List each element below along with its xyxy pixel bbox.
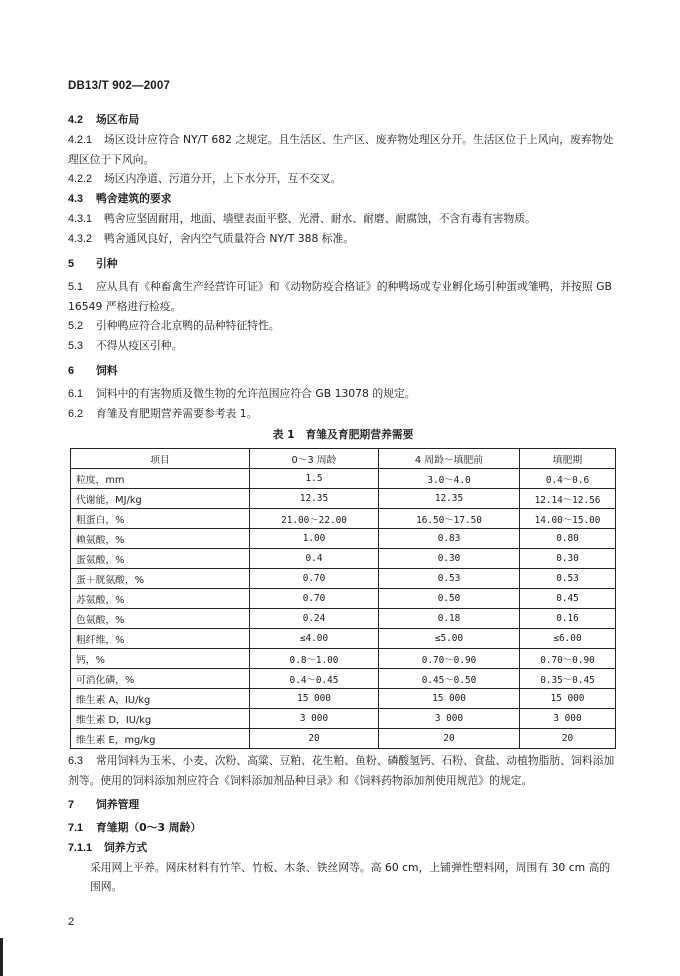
table-cell-value: 15 000 <box>250 689 379 709</box>
clause-paragraph <box>68 229 618 249</box>
table-cell-value: 0.45～0.50 <box>379 669 520 689</box>
table-cell-value: 0.4～0.6 <box>520 469 616 489</box>
table-row <box>71 629 616 649</box>
clause-text: 鸭舍建筑的要求 <box>96 192 172 205</box>
table-row <box>71 569 616 589</box>
clause-number: 5 <box>68 258 75 270</box>
clause-number: 7.1 <box>68 822 84 834</box>
table-cell-item: 苏氨酸，% <box>71 589 250 609</box>
table-row <box>71 509 616 529</box>
table-cell-value: 1.5 <box>250 469 379 489</box>
clause-text: 育雏期（0～3 周龄） <box>96 821 202 834</box>
clause-heading <box>68 838 618 858</box>
table-cell-value: 16.50～17.50 <box>379 509 520 529</box>
header-fattening: 填肥期 <box>520 449 616 469</box>
table-cell-item: 粒度，mm <box>71 469 250 489</box>
clause-number: 5.2 <box>68 320 84 332</box>
section-heading <box>68 361 618 381</box>
clause-paragraph <box>68 130 618 169</box>
table-cell-value: 0.53 <box>379 569 520 589</box>
clause-paragraph <box>68 751 618 790</box>
table-row <box>71 549 616 569</box>
clause-number: 7 <box>68 799 75 811</box>
clause-paragraph <box>68 384 618 404</box>
page-number: 2 <box>68 916 75 928</box>
clause-text: 应从具有《种畜禽生产经营许可证》和《动物防疫合格证》的种鸭场或专业孵化场引种蛋或雏鸭，并按照 GB 16549 严格进行检疫。 <box>68 280 612 313</box>
page-content <box>68 110 618 896</box>
clause-number: 6.3 <box>68 755 84 767</box>
table-cell-value: 0.45 <box>520 589 616 609</box>
clause-number: 4.2.2 <box>68 173 93 185</box>
table-cell-value: 0.30 <box>379 549 520 569</box>
table-cell-item: 维生素 E，mg/kg <box>71 729 250 749</box>
clause-number: 4.2 <box>68 114 84 126</box>
table-cell-value: 12.35 <box>379 489 520 509</box>
clause-text: 饲养管理 <box>96 798 140 811</box>
table-cell-value: 0.4 <box>250 549 379 569</box>
clause-text: 育雏及育肥期营养需要参考表 1。 <box>96 407 258 420</box>
clause-number: 5.3 <box>68 340 84 352</box>
table-cell-value: 0.70～0.90 <box>379 649 520 669</box>
clause-paragraph <box>68 277 618 316</box>
table-cell-item: 色氨酸，% <box>71 609 250 629</box>
clause-heading <box>68 818 618 838</box>
table-row <box>71 609 616 629</box>
table-cell-item: 维生素 A，IU/kg <box>71 689 250 709</box>
table-cell-value: 20 <box>379 729 520 749</box>
table-cell-value: 0.83 <box>379 529 520 549</box>
table-body <box>71 469 616 749</box>
table-cell-value: ≤6.00 <box>520 629 616 649</box>
table-row <box>71 469 616 489</box>
table-cell-value: 0.24 <box>250 609 379 629</box>
header-4-weeks-pre-fattening: 4 周龄～填肥前 <box>379 449 520 469</box>
table-cell-value: 15 000 <box>379 689 520 709</box>
section-heading <box>68 795 618 815</box>
table-cell-value: 21.00～22.00 <box>250 509 379 529</box>
clause-number: 4.2.1 <box>68 134 93 146</box>
clause-number: 7.1.1 <box>68 842 93 854</box>
table-row <box>71 489 616 509</box>
table-cell-item: 蛋氨酸，% <box>71 549 250 569</box>
table-cell-item: 粗蛋白，% <box>71 509 250 529</box>
table-cell-value: 0.70 <box>250 569 379 589</box>
clause-number: 6.2 <box>68 408 84 420</box>
table-cell-value: 3 000 <box>520 709 616 729</box>
table-cell-value: 0.18 <box>379 609 520 629</box>
clause-text: 引种鸭应符合北京鸭的品种特征特性。 <box>96 319 280 332</box>
table-cell-value: 0.70 <box>250 589 379 609</box>
table-cell-value: 3.0～4.0 <box>379 469 520 489</box>
table-row <box>71 649 616 669</box>
document-code: DB13/T 902—2007 <box>68 80 171 92</box>
clause-number: 4.3.1 <box>68 213 93 225</box>
clause-text: 引种 <box>96 257 118 270</box>
table-row <box>71 529 616 549</box>
clause-number: 5.1 <box>68 281 84 293</box>
table-cell-value: 0.8～1.00 <box>250 649 379 669</box>
clause-text: 场区布局 <box>96 113 140 126</box>
table-cell-value: 0.35～0.45 <box>520 669 616 689</box>
table-row <box>71 709 616 729</box>
header-0-3-weeks: 0～3 周龄 <box>250 449 379 469</box>
table-cell-item: 维生素 D，IU/kg <box>71 709 250 729</box>
table-cell-value: 0.4～0.45 <box>250 669 379 689</box>
clause-text: 饲料中的有害物质及微生物的允许范围应符合 GB 13078 的规定。 <box>96 387 416 400</box>
clause-number: 6.1 <box>68 388 84 400</box>
table-cell-value: ≤5.00 <box>379 629 520 649</box>
header-item: 项目 <box>71 449 250 469</box>
clause-paragraph <box>68 316 618 336</box>
table-cell-value: 20 <box>250 729 379 749</box>
table-cell-item: 赖氨酸，% <box>71 529 250 549</box>
table-cell-value: 14.00～15.00 <box>520 509 616 529</box>
table-cell-item: 可消化磷，% <box>71 669 250 689</box>
table-caption: 表 1 育雏及育肥期营养需要 <box>272 428 414 441</box>
table-cell-value: 3 000 <box>379 709 520 729</box>
table-row <box>71 689 616 709</box>
clause-heading <box>68 110 618 130</box>
table-cell-item: 粗纤维，% <box>71 629 250 649</box>
table-row <box>71 589 616 609</box>
table-cell-value: 1.00 <box>250 529 379 549</box>
table-cell-value: 0.16 <box>520 609 616 629</box>
table-cell-value: 15 000 <box>520 689 616 709</box>
table-cell-value: 12.14～12.56 <box>520 489 616 509</box>
table-cell-value: 0.70～0.90 <box>520 649 616 669</box>
table-cell-item: 代谢能，MJ/kg <box>71 489 250 509</box>
table-cell-value: 3 000 <box>250 709 379 729</box>
table-cell-value: 0.30 <box>520 549 616 569</box>
table-cell-item: 钙，% <box>71 649 250 669</box>
table-cell-item: 蛋＋胱氨酸，% <box>71 569 250 589</box>
clause-text: 场区设计应符合 NY/T 682 之规定。且生活区、生产区、废弃物处理区分开。生活区位于上风向，废弃物处理区位于下风向。 <box>68 133 614 166</box>
table-cell-value: 0.80 <box>520 529 616 549</box>
clause-text: 鸭舍通风良好，舍内空气质量符合 NY/T 388 标准。 <box>104 232 355 245</box>
section-heading <box>68 254 618 274</box>
page-edge-mark <box>0 938 3 976</box>
table-cell-value: 20 <box>520 729 616 749</box>
table-cell-value: 12.35 <box>250 489 379 509</box>
clause-heading <box>68 189 618 209</box>
nutrition-table <box>70 448 616 749</box>
table-cell-value: 0.53 <box>520 569 616 589</box>
clause-paragraph <box>68 336 618 356</box>
clause-paragraph <box>68 169 618 189</box>
clause-text: 采用网上平养。网床材料有竹竿、竹板、木条、铁丝网等。高 60 cm，上铺弹性塑料网，周围有 30 cm 高的围网。 <box>90 861 611 893</box>
table-row <box>71 729 616 749</box>
table-cell-value: ≤4.00 <box>250 629 379 649</box>
clauses-before-table <box>68 110 618 424</box>
clause-paragraph <box>68 404 618 424</box>
clause-number: 4.3 <box>68 193 84 205</box>
clause-paragraph <box>68 858 618 896</box>
clause-text: 饲料 <box>96 364 118 377</box>
clause-paragraph <box>68 209 618 229</box>
clause-text: 不得从疫区引种。 <box>96 339 183 352</box>
clause-text: 常用饲料为玉米、小麦、次粉、高粱、豆粕、花生粕、鱼粉、磷酸氢钙、石粉、食盐、动植物脂肪、饲料添加剂等。使用的饲料添加剂应符合《饲料添加剂品种目录》和《饲料药物添加剂使用规范》的规定。 <box>68 754 615 787</box>
table-row <box>71 669 616 689</box>
clause-text: 场区内净道、污道分开，上下水分开，互不交叉。 <box>104 172 342 185</box>
clause-text: 饲养方式 <box>104 841 148 854</box>
clauses-after-table <box>68 751 618 896</box>
clause-text: 鸭舍应坚固耐用，地面、墙壁表面平整、光滑、耐水、耐磨、耐腐蚀，不含有毒有害物质。 <box>104 212 536 225</box>
table-header-row <box>71 449 616 469</box>
table-cell-value: 0.50 <box>379 589 520 609</box>
clause-number: 6 <box>68 365 75 377</box>
clause-number: 4.3.2 <box>68 233 93 245</box>
